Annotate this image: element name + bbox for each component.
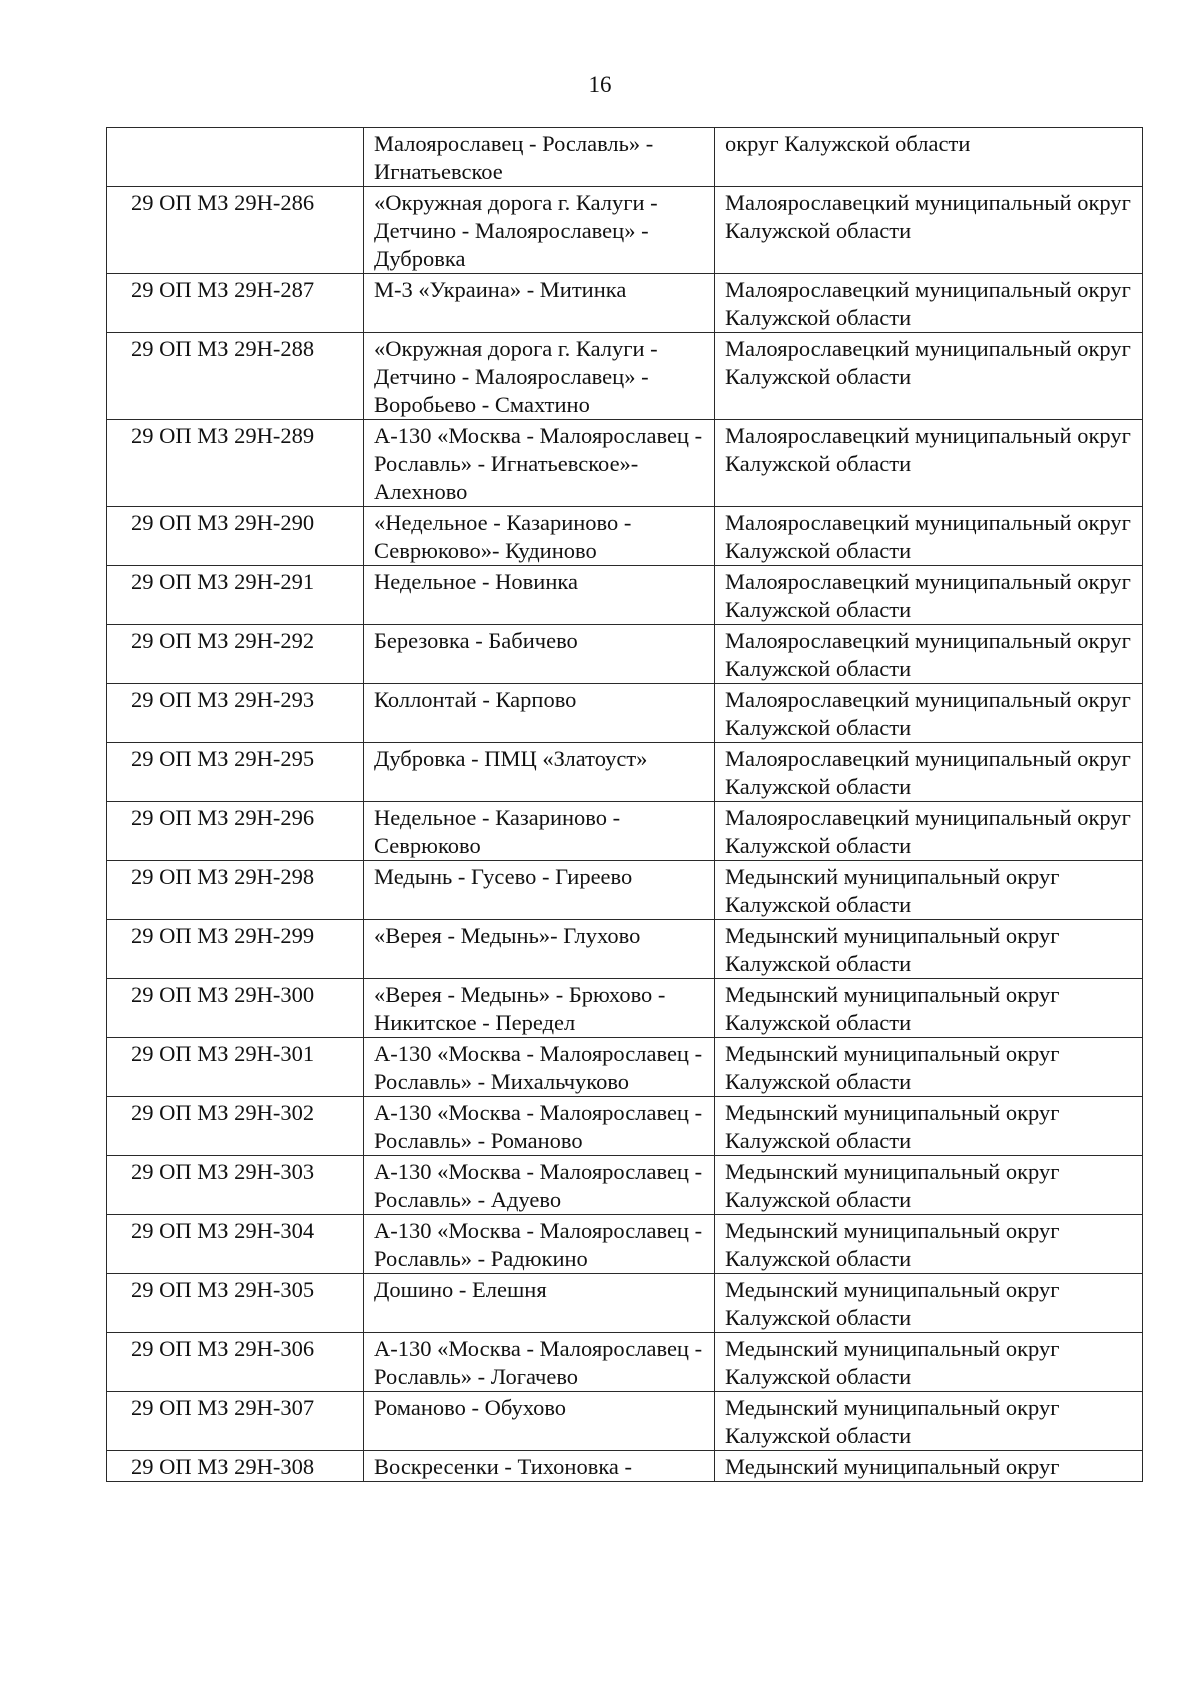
road-name-cell: Дубровка - ПМЦ «Златоуст» — [364, 743, 715, 802]
road-name-cell: Недельное - Новинка — [364, 566, 715, 625]
roads-table-body — [107, 128, 1143, 1482]
municipality-cell: Медынский муниципальный округ Калужской области — [715, 920, 1143, 979]
roads-table — [106, 127, 1143, 1482]
table-row — [107, 861, 1143, 920]
road-code-cell: 29 ОП МЗ 29Н-305 — [107, 1274, 364, 1333]
table-row — [107, 187, 1143, 274]
table-row — [107, 1333, 1143, 1392]
road-name-cell: А-130 «Москва - Малоярославец - Рославль» - Романово — [364, 1097, 715, 1156]
table-row — [107, 420, 1143, 507]
table-row — [107, 1156, 1143, 1215]
road-code-cell: 29 ОП МЗ 29Н-308 — [107, 1451, 364, 1482]
road-code-cell: 29 ОП МЗ 29Н-288 — [107, 333, 364, 420]
road-code-cell: 29 ОП МЗ 29Н-286 — [107, 187, 364, 274]
page-number: 16 — [588, 72, 612, 97]
road-code-cell: 29 ОП МЗ 29Н-301 — [107, 1038, 364, 1097]
municipality-cell: округ Калужской области — [715, 128, 1143, 187]
municipality-cell: Медынский муниципальный округ Калужской области — [715, 1215, 1143, 1274]
table-row — [107, 625, 1143, 684]
municipality-cell: Медынский муниципальный округ Калужской области — [715, 1097, 1143, 1156]
road-name-cell: А-130 «Москва - Малоярославец - Рославль» - Адуево — [364, 1156, 715, 1215]
road-code-cell: 29 ОП МЗ 29Н-300 — [107, 979, 364, 1038]
table-row — [107, 274, 1143, 333]
municipality-cell: Малоярославецкий муниципальный округ Калужской области — [715, 684, 1143, 743]
road-name-cell: А-130 «Москва - Малоярославец - Рославль» - Игнатьевское»- Алехново — [364, 420, 715, 507]
road-code-cell: 29 ОП МЗ 29Н-289 — [107, 420, 364, 507]
municipality-cell: Медынский муниципальный округ Калужской области — [715, 1156, 1143, 1215]
road-name-cell: Малоярославец - Рославль» - Игнатьевское — [364, 128, 715, 187]
table-row — [107, 566, 1143, 625]
table-row — [107, 1274, 1143, 1333]
road-code-cell: 29 ОП МЗ 29Н-306 — [107, 1333, 364, 1392]
road-name-cell: Березовка - Бабичево — [364, 625, 715, 684]
road-code-cell: 29 ОП МЗ 29Н-298 — [107, 861, 364, 920]
road-code-cell: 29 ОП МЗ 29Н-291 — [107, 566, 364, 625]
table-row — [107, 920, 1143, 979]
road-code-cell: 29 ОП МЗ 29Н-295 — [107, 743, 364, 802]
road-name-cell: Романово - Обухово — [364, 1392, 715, 1451]
road-code-cell: 29 ОП МЗ 29Н-299 — [107, 920, 364, 979]
table-row — [107, 1451, 1143, 1482]
municipality-cell: Малоярославецкий муниципальный округ Калужской области — [715, 625, 1143, 684]
table-row — [107, 743, 1143, 802]
road-name-cell: А-130 «Москва - Малоярославец - Рославль» - Логачево — [364, 1333, 715, 1392]
road-name-cell: «Окружная дорога г. Калуги - Детчино - Малоярославец» - Воробьево - Смахтино — [364, 333, 715, 420]
road-code-cell: 29 ОП МЗ 29Н-292 — [107, 625, 364, 684]
road-name-cell: «Верея - Медынь» - Брюхово - Никитское - Передел — [364, 979, 715, 1038]
table-row — [107, 1215, 1143, 1274]
table-row — [107, 1392, 1143, 1451]
road-name-cell: Дошино - Елешня — [364, 1274, 715, 1333]
road-name-cell: А-130 «Москва - Малоярославец - Рославль» - Радюкино — [364, 1215, 715, 1274]
table-row — [107, 333, 1143, 420]
municipality-cell: Малоярославецкий муниципальный округ Калужской области — [715, 420, 1143, 507]
municipality-cell: Медынский муниципальный округ Калужской области — [715, 1274, 1143, 1333]
road-name-cell: «Окружная дорога г. Калуги - Детчино - Малоярославец» - Дубровка — [364, 187, 715, 274]
road-name-cell: «Верея - Медынь»- Глухово — [364, 920, 715, 979]
road-code-cell: 29 ОП МЗ 29Н-304 — [107, 1215, 364, 1274]
table-row — [107, 1097, 1143, 1156]
table-row — [107, 979, 1143, 1038]
municipality-cell: Медынский муниципальный округ Калужской области — [715, 1392, 1143, 1451]
municipality-cell: Медынский муниципальный округ — [715, 1451, 1143, 1482]
road-name-cell: Воскресенки - Тихоновка - — [364, 1451, 715, 1482]
municipality-cell: Медынский муниципальный округ Калужской области — [715, 1333, 1143, 1392]
municipality-cell: Малоярославецкий муниципальный округ Калужской области — [715, 187, 1143, 274]
road-code-cell: 29 ОП МЗ 29Н-290 — [107, 507, 364, 566]
municipality-cell: Малоярославецкий муниципальный округ Калужской области — [715, 507, 1143, 566]
road-name-cell: «Недельное - Казариново - Севрюково»- Кудиново — [364, 507, 715, 566]
road-code-cell: 29 ОП МЗ 29Н-293 — [107, 684, 364, 743]
municipality-cell: Малоярославецкий муниципальный округ Калужской области — [715, 743, 1143, 802]
municipality-cell: Малоярославецкий муниципальный округ Калужской области — [715, 566, 1143, 625]
municipality-cell: Медынский муниципальный округ Калужской области — [715, 979, 1143, 1038]
table-row — [107, 802, 1143, 861]
road-code-cell: 29 ОП МЗ 29Н-296 — [107, 802, 364, 861]
road-code-cell — [107, 128, 364, 187]
municipality-cell: Малоярославецкий муниципальный округ Калужской области — [715, 274, 1143, 333]
road-name-cell: Медынь - Гусево - Гиреево — [364, 861, 715, 920]
table-row — [107, 1038, 1143, 1097]
road-code-cell: 29 ОП МЗ 29Н-307 — [107, 1392, 364, 1451]
table-row — [107, 507, 1143, 566]
road-code-cell: 29 ОП МЗ 29Н-287 — [107, 274, 364, 333]
table-row — [107, 128, 1143, 187]
road-name-cell: Недельное - Казариново - Севрюково — [364, 802, 715, 861]
municipality-cell: Медынский муниципальный округ Калужской области — [715, 861, 1143, 920]
road-name-cell: М-3 «Украина» - Митинка — [364, 274, 715, 333]
municipality-cell: Медынский муниципальный округ Калужской области — [715, 1038, 1143, 1097]
road-name-cell: Коллонтай - Карпово — [364, 684, 715, 743]
road-name-cell: А-130 «Москва - Малоярославец - Рославль» - Михальчуково — [364, 1038, 715, 1097]
table-row — [107, 684, 1143, 743]
municipality-cell: Малоярославецкий муниципальный округ Калужской области — [715, 333, 1143, 420]
municipality-cell: Малоярославецкий муниципальный округ Калужской области — [715, 802, 1143, 861]
road-code-cell: 29 ОП МЗ 29Н-303 — [107, 1156, 364, 1215]
road-code-cell: 29 ОП МЗ 29Н-302 — [107, 1097, 364, 1156]
